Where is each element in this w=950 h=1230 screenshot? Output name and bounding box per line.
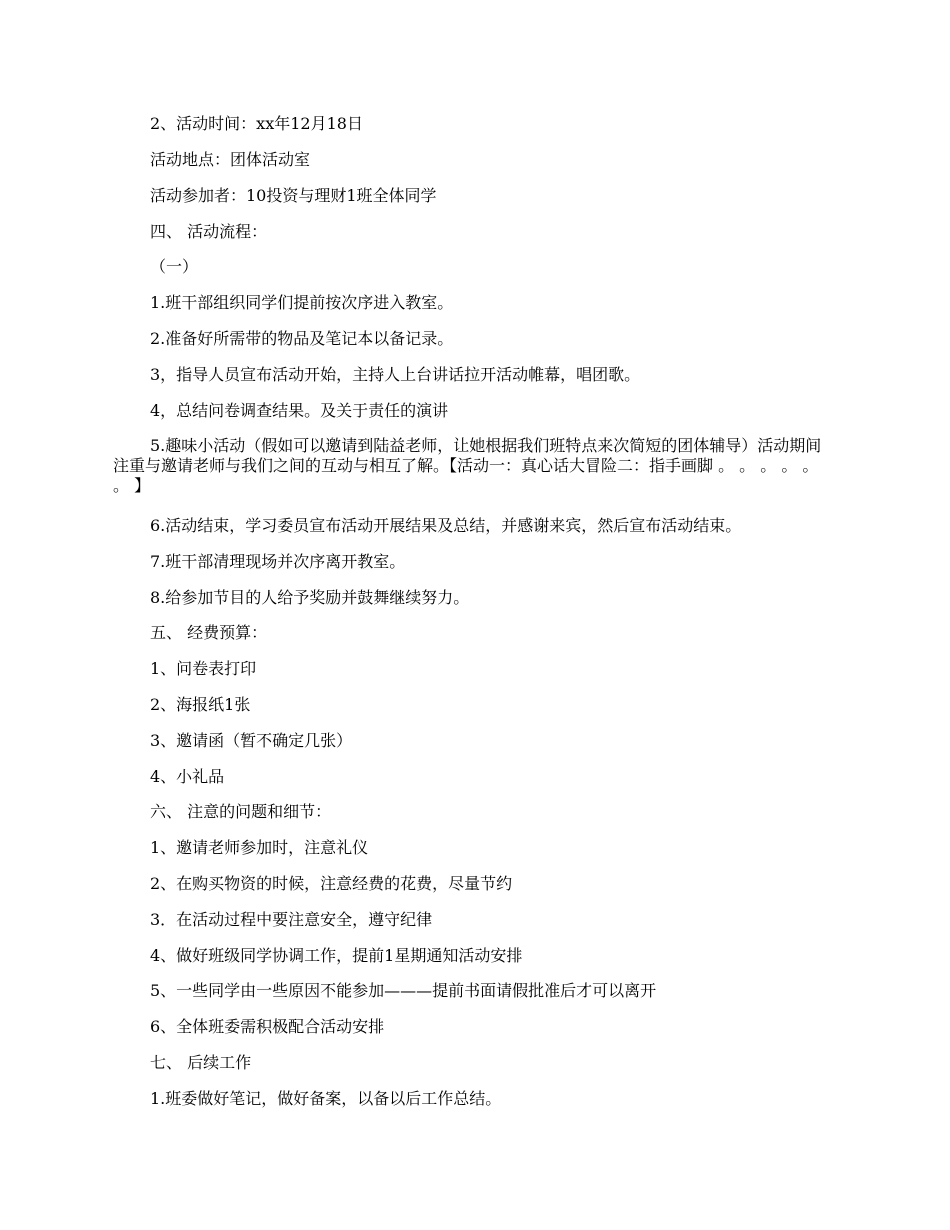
text-line: 1.班委做好笔记，做好备案，以备以后工作总结。 (150, 1089, 502, 1108)
text-line: 8.给参加节目的人给予奖励并鼓舞继续努力。 (150, 588, 470, 607)
text-line: 3．在活动过程中要注意安全，遵守纪律 (150, 910, 433, 929)
text-line: 2、活动时间：xx年12月18日 (150, 114, 363, 133)
text-line: 6.活动结束，学习委员宣布活动开展结果及总结，并感谢来宾，然后宣布活动结束。 (150, 516, 742, 535)
text-line: 2、在购买物资的时候，注意经费的花费，尽量节约 (150, 874, 513, 893)
text-line: 4、小礼品 (150, 767, 225, 786)
sub-heading: （一） (150, 257, 199, 276)
text-line: 4，总结问卷调查结果。及关于责任的演讲 (150, 401, 449, 420)
text-line: 7.班干部清理现场并次序离开教室。 (150, 552, 406, 571)
text-line: 活动参加者：10投资与理财1班全体同学 (150, 186, 437, 205)
text-line: 1、邀请老师参加时，注意礼仪 (150, 838, 369, 857)
text-line: 6、全体班委需积极配合活动安排 (150, 1017, 385, 1036)
text-line: 2.准备好所需带的物品及笔记本以备记录。 (150, 329, 454, 348)
section-heading: 六、 注意的问题和细节： (150, 802, 332, 821)
section-heading: 四、 活动流程： (150, 222, 268, 241)
section-heading: 五、 经费预算： (150, 623, 268, 642)
text-paragraph: 5.趣味小活动（假如可以邀请到陆益老师，让她根据我们班特点来次简短的团体辅导）活动期间注重与邀请老师与我们之间的互动与相互了解。【活动一：真心话大冒险二：指手画脚 。 。 。 。 。 。 】 (113, 436, 822, 495)
text-line: 3、邀请函（暂不确定几张） (150, 731, 353, 750)
section-heading: 七、 后续工作 (150, 1053, 252, 1072)
text-line: 3，指导人员宣布活动开始，主持人上台讲话拉开活动帷幕，唱团歌。 (150, 365, 641, 384)
text-line: 活动地点：团体活动室 (150, 150, 311, 169)
text-line: 5、一些同学由一些原因不能参加———提前书面请假批准后才可以离开 (150, 981, 657, 1000)
text-line: 1、问卷表打印 (150, 659, 257, 678)
text-line: 4、做好班级同学协调工作，提前1星期通知活动安排 (150, 946, 523, 965)
text-line: 1.班干部组织同学们提前按次序进入教室。 (150, 293, 454, 312)
text-line: 2、海报纸1张 (150, 695, 251, 714)
